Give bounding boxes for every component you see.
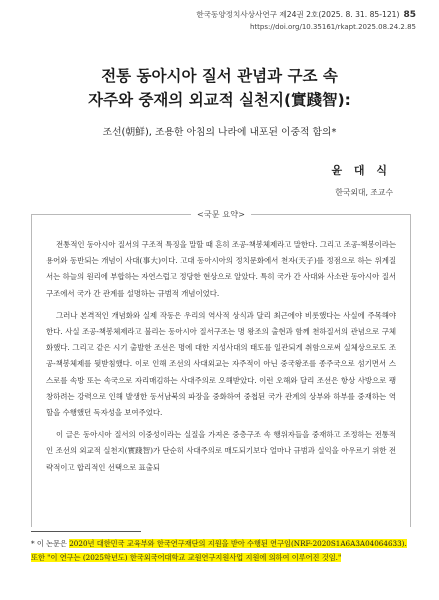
author-affiliation: 한국외대, 조교수 [335, 188, 393, 197]
article-title-line-1: 전통 동아시아 질서 관념과 구조 속 [101, 67, 338, 85]
article-title-line-2: 자주와 중재의 외교적 실천지(實踐智): [88, 91, 351, 109]
footnote-marker: * [31, 539, 35, 548]
journal-citation: 한국동양정치사상사연구 제24권 2호(2025. 8. 31. 85-121) [196, 10, 400, 19]
footnote-highlighted-text: 2020년 대한민국 교육부와 한국연구재단의 지원을 받아 수행된 연구임(NRF-2020S1A6A3A04064633). 또한 "이 연구는 (2025학년도) 한국외국어대학교 교원연구지원사업 지원에 의하여 이루어진 것임." [31, 539, 407, 562]
page-number: 85 [403, 10, 416, 20]
abstract-label: <국문 요약> [191, 209, 251, 220]
article-subtitle: 조선(朝鮮), 조용한 아침의 나라에 내포된 이중적 함의* [102, 127, 337, 138]
author-name: 윤 대 식 [331, 164, 391, 177]
abstract-text [46, 237, 396, 482]
doi-link[interactable]: https://doi.org/10.35161/rkapt.2025.08.24.2.85 [250, 23, 416, 31]
footnote-divider [31, 531, 141, 532]
page-header [0, 9, 439, 35]
abstract-paragraph-3: 이 글은 동아시아 질서의 이중성이라는 실질을 가져온 중층구조 속 행위자들을 중재하고 조정하는 전통적인 조선의 외교적 실천지(實踐智)가 단순히 사대주의로 매도되기보다 얼마나 규범과 실익을 아우르기 위한 전략적이고 합리적인 선택으로 표출되 [46, 430, 396, 472]
footnote [31, 537, 409, 564]
abstract-paragraph-1: 전통적인 동아시아 질서의 구조적 특징을 말할 때 흔히 조공-책봉체제라고 말한다. 그리고 조공-책봉이라는 용어와 동반되는 개념이 사대(事大)이다. 고대 동아시아의 정치문화에서 천자(天子)를 정점으로 하는 위계질서는 하늘의 원리에 부합하는 자연스럽고 정당한 현상으로 알았다. 특히 국가 간 사대와 사소란 동아시아 질서구조에서 국가 간 관계를 설명하는 규범적 개념이었다. [46, 240, 396, 298]
journal-citation-line [196, 9, 416, 20]
abstract-paragraph-2: 그러나 본격적인 개념화와 실제 작동은 우리의 역사적 상식과 달리 최근에야 비롯했다는 사실에 주목해야 한다. 사실 조공-책봉체제라고 불리는 동아시아 질서구조는 명 왕조의 출현과 함께 천하질서의 관념으로 구체화했다. 그리고 같은 시기 출발한 조선은 명에 대한 지성사대의 태도를 일관되게 취함으로써 실체상으로도 조공-책봉체제를 뒷받침했다. 이로 인해 조선의 사대외교는 자주적이 아닌 중국왕조를 종주국으로 섬기면서 스스로를 속방 또는 속국으로 자리매김하는 사대주의로 오해받았다. 이런 오해와 달리 조선은 항상 사방으로 팽창하려는 강력으로 인해 발생한 동서남북의 파장을 중화하여 중첩된 국가 관계의 상부와 하부를 중재하는 역할을 수행했던 독자성을 보여주었다. [46, 310, 396, 418]
abstract-box [31, 209, 411, 527]
footnote-intro: 이 논문은 [34, 539, 70, 548]
